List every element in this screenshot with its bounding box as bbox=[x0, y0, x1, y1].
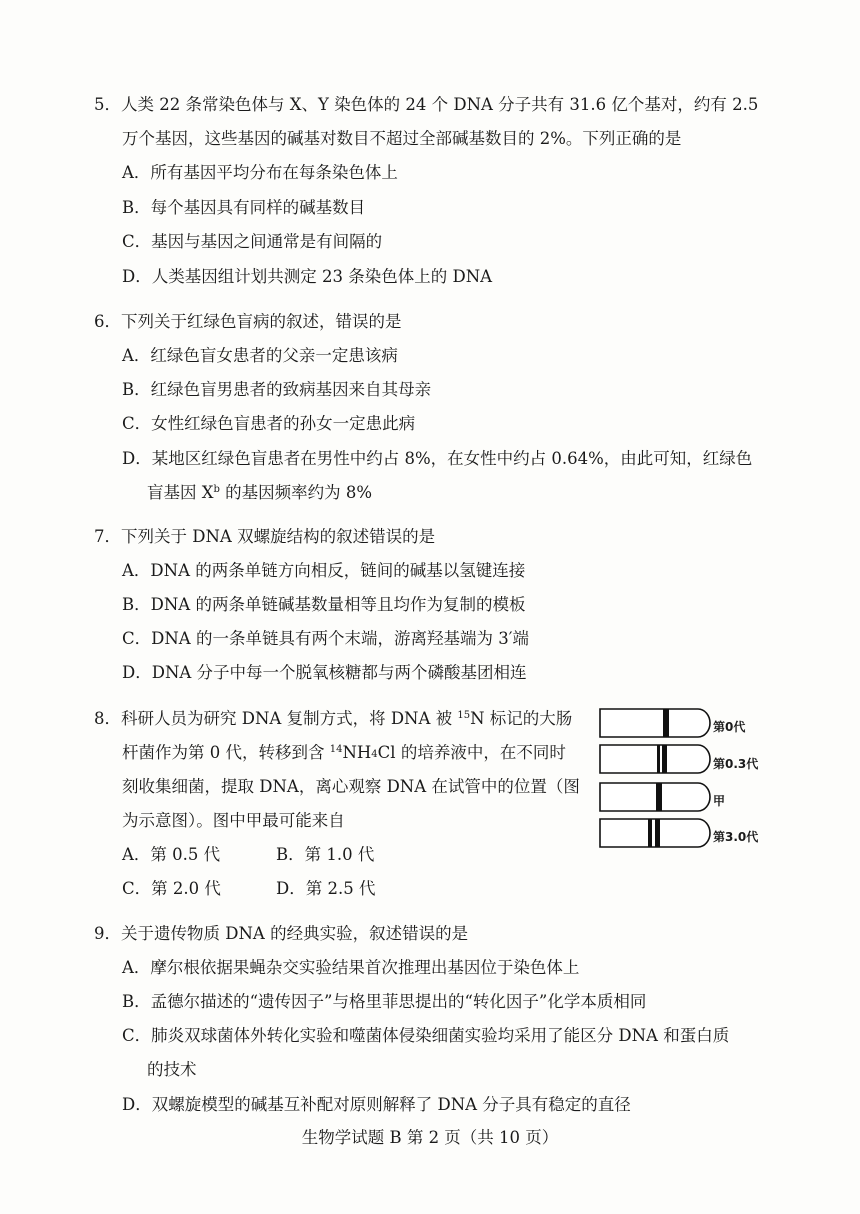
q5-option-b: B．每个基因具有同样的碱基数目 bbox=[122, 198, 366, 217]
q7-option-a: A．DNA 的两条单链方向相反，链间的碱基以氢键连接 bbox=[122, 561, 526, 580]
q5-option-d: D．人类基因组计划共测定 23 条染色体上的 DNA bbox=[122, 267, 493, 286]
q9-option-c-line2: 的技术 bbox=[147, 1060, 197, 1079]
q7-option-c: C．DNA 的一条单链具有两个末端，游离羟基端为 3′端 bbox=[122, 629, 529, 648]
q6-stem: 6．下列关于红绿色盲病的叙述，错误的是 bbox=[94, 312, 402, 331]
q6-option-b: B．红绿色盲男患者的致病基因来自其母亲 bbox=[122, 380, 432, 399]
q8-stem-line1: 8．科研人员为研究 DNA 复制方式，将 DNA 被 $^{15}$N 标记的大肠 bbox=[94, 709, 573, 728]
q6-option-a: A．红绿色盲女患者的父亲一定患该病 bbox=[122, 346, 398, 365]
centrifuge-tubes-figure bbox=[598, 706, 768, 856]
q8-option-a: A．第 0.5 代 bbox=[122, 845, 221, 864]
q5-option-a: A．所有基因平均分布在每条染色体上 bbox=[122, 163, 398, 182]
q7-stem: 7．下列关于 DNA 双螺旋结构的叙述错误的是 bbox=[94, 527, 436, 546]
tube-label-jia: 甲 bbox=[713, 794, 726, 808]
superscript-b: b bbox=[213, 484, 220, 495]
q6-option-d-line1: D．某地区红绿色盲患者在男性中约占 8%，在女性中约占 0.64%，由此可知，红绿色 bbox=[122, 449, 753, 468]
q8-stem-line2: 杆菌作为第 0 代，转移到含 $^{14}NH_4Cl$ 的培养液中，在不同时 bbox=[122, 743, 566, 762]
band-heavy bbox=[663, 709, 669, 737]
q9-stem: 9．关于遗传物质 DNA 的经典实验，叙述错误的是 bbox=[94, 924, 469, 943]
q9-option-d: D．双螺旋模型的碱基互补配对原则解释了 DNA 分子具有稳定的直径 bbox=[122, 1095, 631, 1114]
tube-label-gen-0-3: 第0.3代 bbox=[713, 757, 759, 771]
q6-option-d-line2: 盲基因 $X^b$ 的基因频率约为 8% bbox=[147, 483, 373, 502]
q8-option-d: D．第 2.5 代 bbox=[276, 879, 376, 898]
tube-gen-0 bbox=[600, 709, 710, 737]
tube-label-gen-0: 第0代 bbox=[713, 720, 746, 734]
q9-option-c-line1: C．肺炎双球菌体外转化实验和噬菌体侵染细菌实验均采用了能区分 DNA 和蛋白质 bbox=[122, 1026, 730, 1045]
q5-stem-line2: 万个基因，这些基因的碱基对数目不超过全部碱基数目的 2%。下列正确的是 bbox=[122, 129, 682, 148]
q9-option-b: B．孟德尔描述的“遗传因子”与格里菲思提出的“转化因子”化学本质相同 bbox=[122, 992, 647, 1011]
band-intermediate bbox=[655, 819, 660, 847]
q5-stem-line1: 5．人类 22 条常染色体与 X、Y 染色体的 24 个 DNA 分子共有 31.6 亿个基对，约有 2.5 bbox=[94, 95, 759, 114]
tube-gen-3-0 bbox=[600, 819, 710, 847]
q9-option-a: A．摩尔根依据果蝇杂交实验结果首次推理出基因位于染色体上 bbox=[122, 958, 580, 977]
band-intermediate bbox=[656, 783, 662, 811]
q8-option-c: C．第 2.0 代 bbox=[122, 879, 221, 898]
band-medium bbox=[657, 745, 660, 773]
q8-stem-line3: 刻收集细菌，提取 DNA，离心观察 DNA 在试管中的位置（图 bbox=[122, 777, 580, 796]
q6-option-c: C．女性红绿色盲患者的孙女一定患此病 bbox=[122, 414, 416, 433]
q8-option-b: B．第 1.0 代 bbox=[276, 845, 375, 864]
q5-option-c: C．基因与基因之间通常是有间隔的 bbox=[122, 232, 383, 251]
tube-jia bbox=[600, 783, 710, 811]
q7-option-b: B．DNA 的两条单链碱基数量相等且均作为复制的模板 bbox=[122, 595, 526, 614]
tube-label-gen-3-0: 第3.0代 bbox=[713, 830, 759, 844]
band-light bbox=[648, 819, 652, 847]
q8-stem-line4: 为示意图）。图中甲最可能来自 bbox=[122, 811, 345, 830]
tubes-svg bbox=[598, 706, 714, 856]
tube-gen-0-3 bbox=[600, 745, 710, 773]
band-heavy bbox=[662, 745, 667, 773]
q7-option-d: D．DNA 分子中每一个脱氧核糖都与两个磷酸基团相连 bbox=[122, 663, 527, 682]
page-footer: 生物学试题 B 第 2 页（共 10 页） bbox=[301, 1128, 559, 1147]
